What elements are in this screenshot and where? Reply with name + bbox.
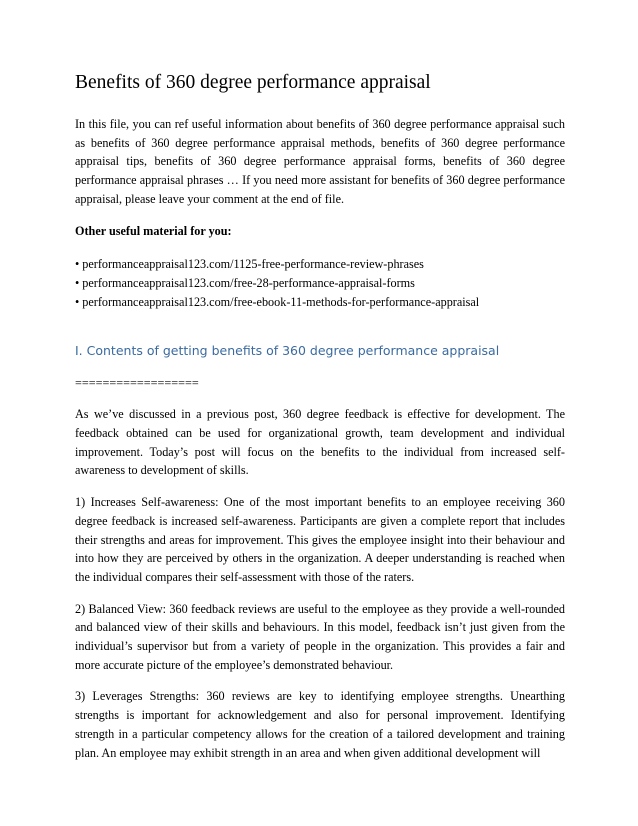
bullet-icon: • xyxy=(75,294,80,309)
link-text[interactable]: performanceappraisal123.com/1125-free-performance-review-phrases xyxy=(82,257,424,272)
divider-line: ================== xyxy=(75,376,199,391)
link-item[interactable] xyxy=(75,274,565,293)
other-material-heading: Other useful material for you: xyxy=(75,223,232,238)
body-paragraph: 3) Leverages Strengths: 360 reviews are key to identifying employee strengths. Unearthing strengths is important for acknowledgement and also for personal improvement. Identifying strength in a particular competency allows for the creation of a tailored development and training plan. An employee may exhibit strength in an area and when given additional development will xyxy=(75,689,565,760)
intro-paragraph: In this file, you can ref useful information about benefits of 360 degree performance appraisal such as benefits of 360 degree performance appraisal methods, benefits of 360 degree performance appraisal tips, benefits of 360 degree performance appraisal forms, benefits of 360 degree performance appraisal phrases … If you need more assistant for benefits of 360 degree performance appraisal, please leave your comment at the end of file. xyxy=(75,117,565,206)
body-paragraph: As we’ve discussed in a previous post, 360 degree feedback is effective for development. The feedback obtained can be used for organizational growth, team development and individual improvement. Today’s post will focus on the benefits to the individual from increased self-awareness to development of skills. xyxy=(75,407,565,478)
link-item[interactable] xyxy=(75,293,565,312)
link-list xyxy=(75,255,565,311)
body-paragraph: 2) Balanced View: 360 feedback reviews are useful to the employee as they provide a well-rounded and balanced view of their skills and behaviours. In this model, feedback isn’t just given from the individual’s supervisor but from a variety of people in the organization. This provides a fair and more accurate picture of the employee’s demonstrated behaviour. xyxy=(75,601,565,672)
link-text[interactable]: performanceappraisal123.com/free-ebook-11-methods-for-performance-appraisal xyxy=(82,294,480,309)
bullet-icon: • xyxy=(75,275,80,290)
document-title: Benefits of 360 degree performance appraisal xyxy=(75,72,431,93)
link-text[interactable]: performanceappraisal123.com/free-28-performance-appraisal-forms xyxy=(82,275,415,290)
link-item[interactable] xyxy=(75,255,565,274)
section-heading: I. Contents of getting benefits of 360 degree performance appraisal xyxy=(75,343,500,359)
bullet-icon: • xyxy=(75,257,80,272)
body-paragraph: 1) Increases Self-awareness: One of the most important benefits to an employee receiving 360 degree feedback is increased self-awareness. Participants are given a complete report that includes their strengths and areas for improvement. This gives the employee insight into their behaviour and into how they are perceived by others in the organization. A deeper understanding is reached when the individual compares their self-assessment with those of the raters. xyxy=(75,495,565,584)
document-page xyxy=(75,70,565,775)
